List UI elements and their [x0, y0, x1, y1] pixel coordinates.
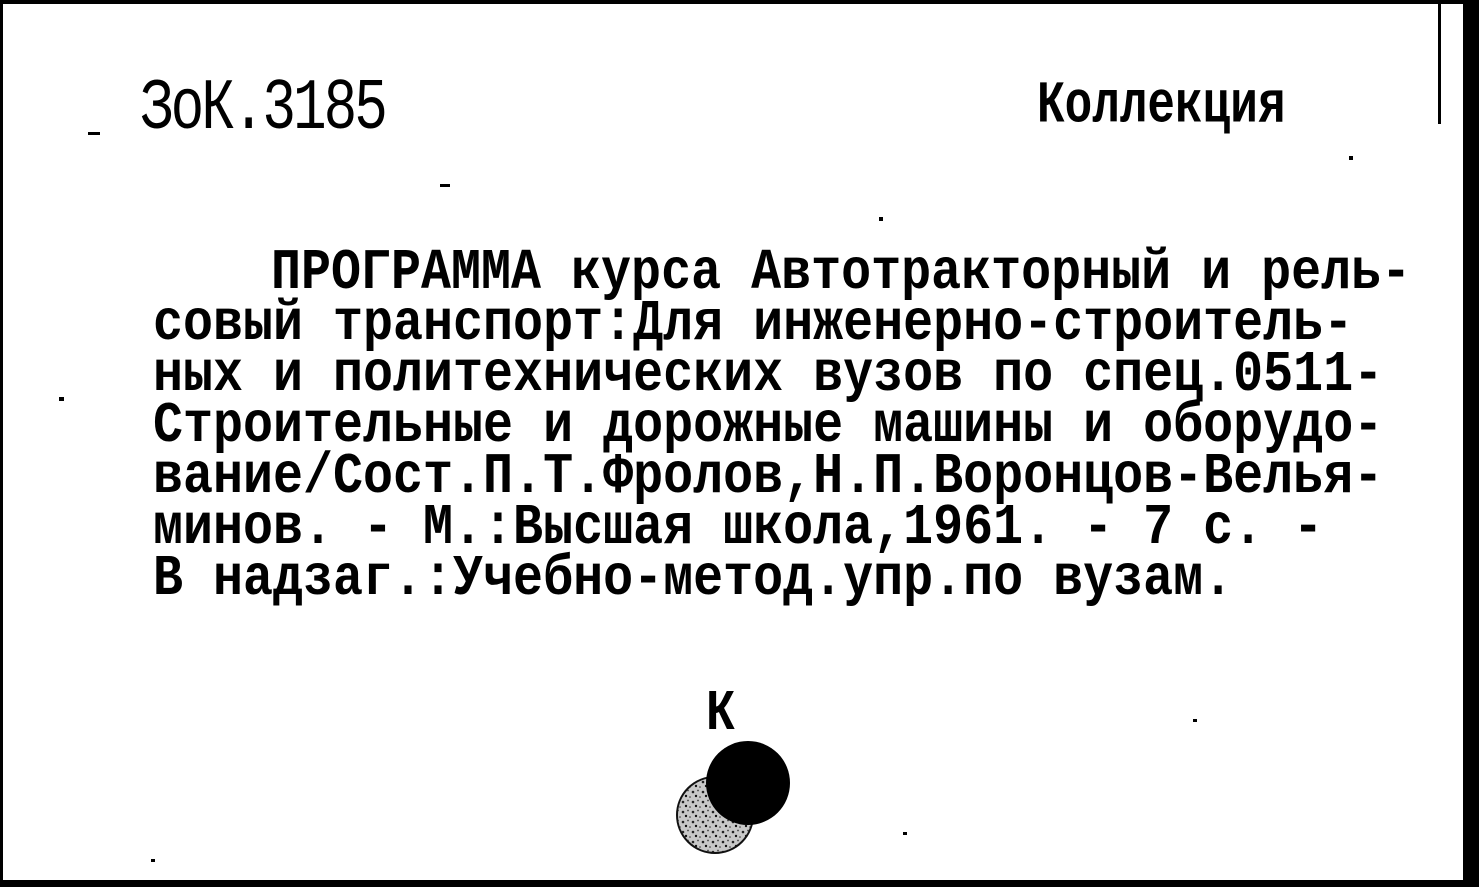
scan-speck — [1349, 156, 1353, 160]
bibliographic-text — [153, 240, 1412, 613]
stamp-letter: К — [706, 682, 735, 748]
text-line: совый транспорт:Для инженерно-строитель- — [153, 291, 1354, 358]
scan-speck — [1193, 719, 1197, 722]
scan-speck — [879, 217, 883, 221]
text-line: В надзаг.:Учебно-метод.упр.по вузам. — [153, 546, 1234, 613]
scan-speck — [151, 859, 155, 862]
scan-speck — [88, 132, 100, 135]
collection-label: Коллекция — [1037, 72, 1286, 140]
card-edge-rule — [1438, 4, 1441, 124]
text-line: минов. - М.:Высшая школа,1961. - 7 с. - — [153, 495, 1324, 562]
scan-speck — [59, 397, 64, 401]
library-stamp-icon — [671, 739, 801, 864]
text-line: ных и политехнических вузов по спец.0511- — [153, 342, 1384, 409]
text-line: Строительные и дорожные машины и оборудо- — [153, 393, 1384, 460]
scan-speck — [440, 184, 450, 187]
call-number: ЗоК.3185 — [140, 66, 385, 150]
scan-speck — [903, 832, 907, 835]
text-line: ПРОГРАММА курса Автотракторный и рель- — [271, 240, 1412, 307]
text-line: вание/Сост.П.Т.Фролов,Н.П.Воронцов-Велья- — [153, 444, 1384, 511]
